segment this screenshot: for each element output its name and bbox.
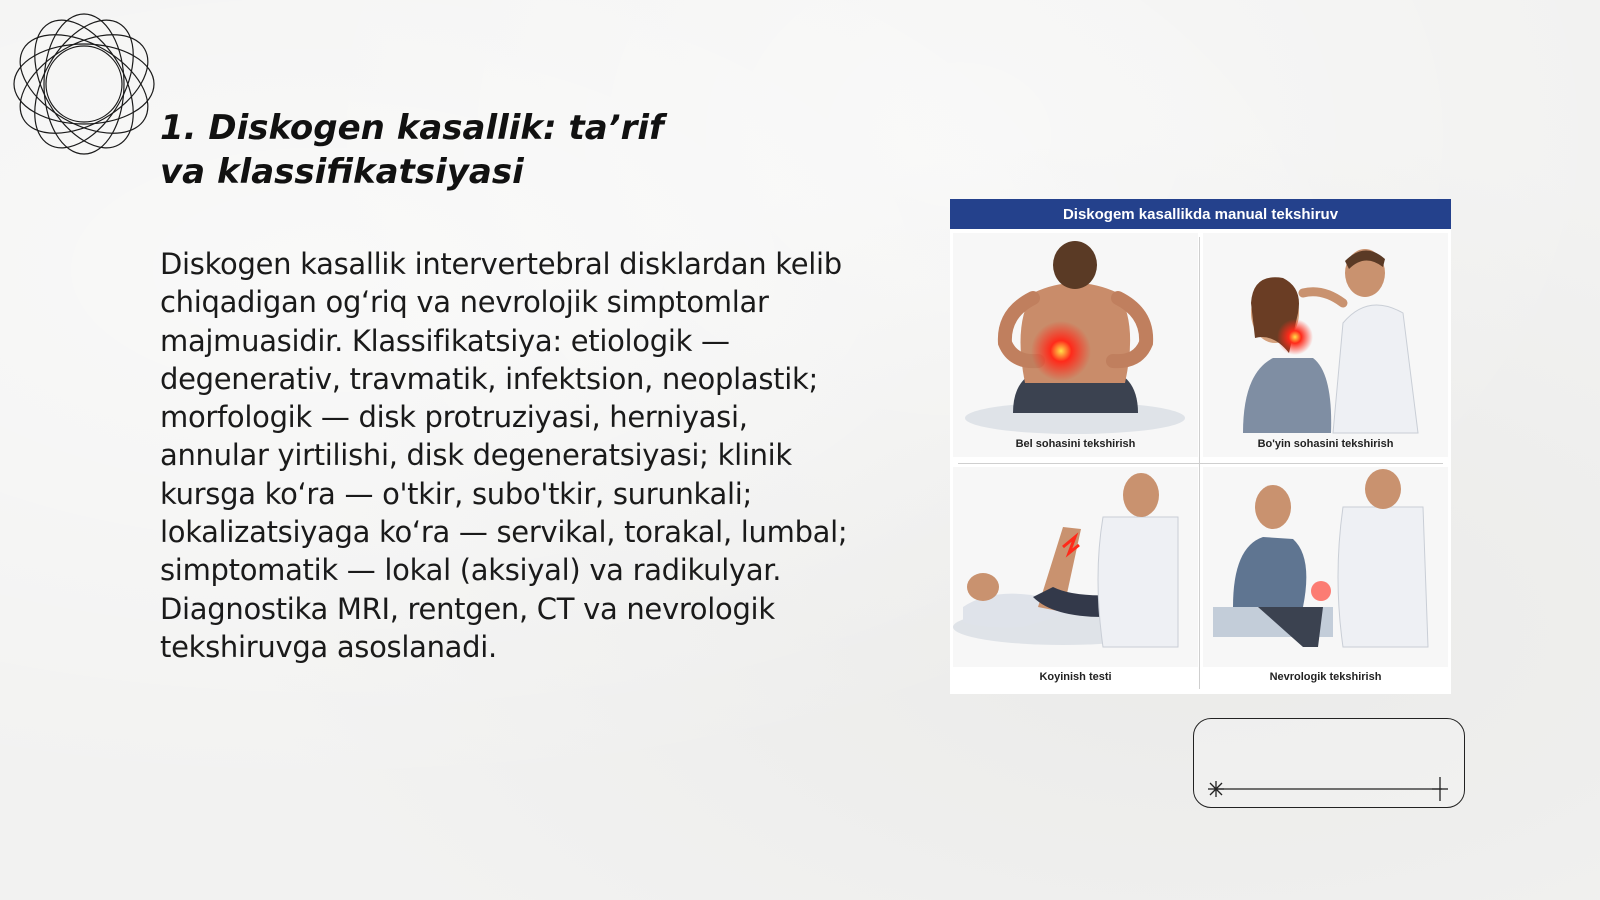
callout-line: [1194, 719, 1466, 809]
geometric-circles-icon: [10, 10, 158, 158]
lower-back-illustration: [953, 233, 1198, 457]
leg-raise-illustration: [953, 467, 1198, 667]
caption-neck: Bo'yin sohasini tekshirish: [1257, 438, 1394, 450]
panel-lower-back: [953, 233, 1198, 457]
star-cross-icon: [1432, 777, 1448, 801]
decorative-callout-box: [1193, 718, 1465, 808]
caption-neurological: Nevrologik tekshirish: [1269, 671, 1382, 683]
slide-body-text: Diskogen kasallik intervertebral disklardan kelib chiqadigan og‘riq va nevrolojik simptomlar majmuasidir. Klassifikatsiya: etiologik — degenerativ, travmatik, infektsion, neoplastik; morfologik — disk protruziyasi, herniyasi, annular yirtilishi, disk degeneratsiyasi; klinik kursga ko‘ra — o'tkir, subo'tkir, surunkali; lokalizatsiyaga ko‘ra — servikal, torakal, lumbal; simptomatik — lokal (aksiyal) va radikulyar. Diagnostika MRI, rentgen, CT va nevrologik tekshiruvga asoslanadi.: [160, 247, 848, 664]
panel-neck: [1203, 233, 1448, 457]
panel-leg-raise: [953, 467, 1198, 691]
figure-divider-horizontal: [958, 463, 1443, 464]
caption-lower-back: Bel sohasini tekshirish: [1015, 438, 1136, 450]
figure-header: Diskogem kasallikda manual tekshiruv: [950, 199, 1451, 229]
panel-neurological: [1203, 467, 1448, 691]
neurological-illustration: [1203, 467, 1448, 667]
sparkle-icon: [1208, 781, 1224, 797]
neck-illustration: [1203, 233, 1448, 457]
examination-figure: [950, 199, 1451, 694]
caption-leg-raise: Koyinish testi: [1039, 671, 1112, 683]
slide-title: 1. Diskogen kasallik: ta’rif va klassifikatsiyasi: [160, 108, 664, 192]
